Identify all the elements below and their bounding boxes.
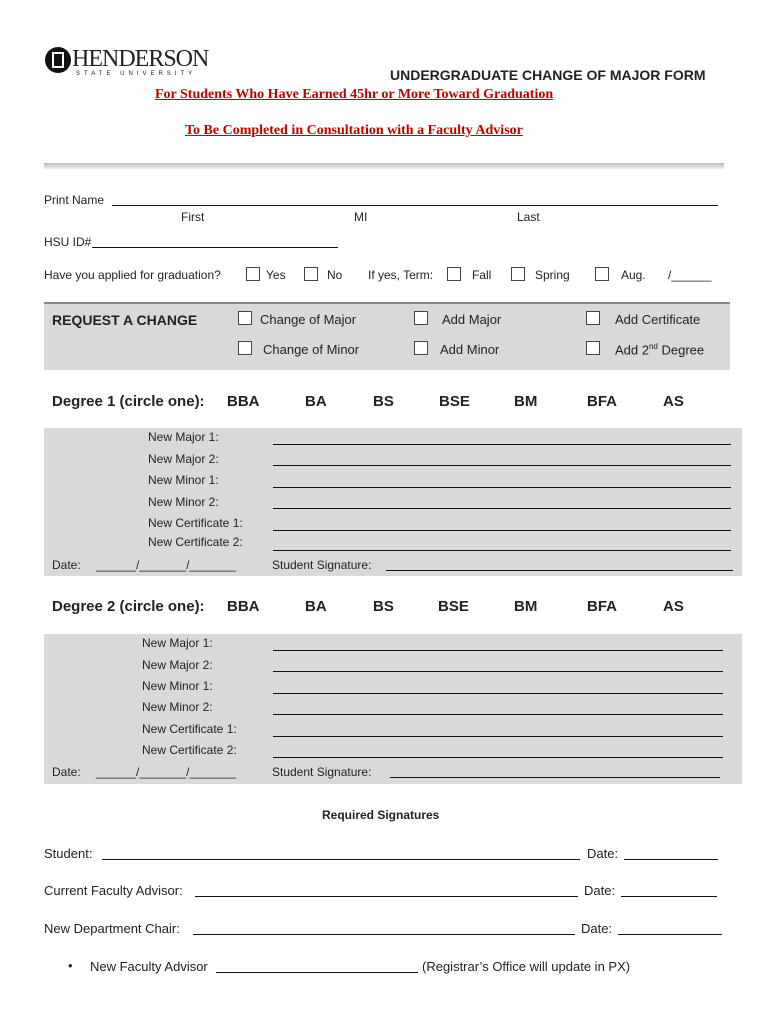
degree1-label: Degree 1 (circle one): xyxy=(52,393,205,410)
degree1-signature-field[interactable] xyxy=(386,570,733,571)
first-name-label: First xyxy=(181,210,205,224)
form-subtitle-1: For Students Who Have Earned 45hr or More Toward Graduation xyxy=(155,87,554,102)
term-label: If yes, Term: xyxy=(368,268,434,282)
degree1-field-label: New Major 2: xyxy=(148,452,219,466)
chair-date-field[interactable] xyxy=(618,934,722,935)
chair-signature-field[interactable] xyxy=(193,934,575,935)
graduation-yes-label: Yes xyxy=(266,268,286,282)
degree2-field-label: New Minor 2: xyxy=(142,700,213,714)
new-advisor-field[interactable] xyxy=(216,972,418,973)
degree1-field-label: New Major 1: xyxy=(148,430,219,444)
degree2-date-field[interactable]: ______/_______/_______ xyxy=(96,765,237,779)
degree1-option-bs[interactable]: BS xyxy=(373,393,394,410)
term-fall-checkbox[interactable] xyxy=(447,267,461,281)
chair-signature-label: New Department Chair: xyxy=(44,921,180,936)
degree1-option-as[interactable]: AS xyxy=(663,393,684,410)
degree2-date-label: Date: xyxy=(52,765,81,779)
student-date-label: Date: xyxy=(587,846,619,861)
degree2-field-line[interactable] xyxy=(273,650,723,651)
required-signatures-heading: Required Signatures xyxy=(322,808,440,822)
new-advisor-label: New Faculty Advisor xyxy=(90,959,208,974)
degree1-field-line[interactable] xyxy=(273,487,731,488)
student-date-field[interactable] xyxy=(624,859,718,860)
mi-label: MI xyxy=(354,210,368,224)
advisor-signature-field[interactable] xyxy=(195,896,578,897)
degree1-option-bse[interactable]: BSE xyxy=(439,393,470,410)
add-major-label: Add Major xyxy=(442,312,502,327)
graduation-question: Have you applied for graduation? xyxy=(44,268,221,282)
form-subtitle-2: To Be Completed in Consultation with a Faculty Advisor xyxy=(185,123,523,138)
advisor-date-field[interactable] xyxy=(621,896,717,897)
degree2-option-bs[interactable]: BS xyxy=(373,598,394,615)
student-signature-label: Student: xyxy=(44,846,93,861)
degree1-field-line[interactable] xyxy=(273,530,731,531)
degree2-field-label: New Certificate 1: xyxy=(142,722,237,736)
print-name-field[interactable] xyxy=(112,205,718,206)
degree1-option-ba[interactable]: BA xyxy=(305,393,327,410)
degree2-field-label: New Certificate 2: xyxy=(142,743,237,757)
change-minor-label: Change of Minor xyxy=(263,342,360,357)
chair-date-label: Date: xyxy=(581,921,613,936)
change-minor-checkbox[interactable] xyxy=(238,341,252,355)
degree1-field-line[interactable] xyxy=(273,508,731,509)
degree2-field-label: New Major 1: xyxy=(142,636,213,650)
degree2-option-ba[interactable]: BA xyxy=(305,598,327,615)
term-aug-label: Aug. xyxy=(621,268,646,282)
degree1-field-label: New Certificate 2: xyxy=(148,535,243,549)
term-aug-checkbox[interactable] xyxy=(595,267,609,281)
change-major-checkbox[interactable] xyxy=(238,311,252,325)
degree1-field-line[interactable] xyxy=(273,444,731,445)
add-second-degree-label: Add 2nd Degree xyxy=(615,342,705,358)
hsu-id-label: HSU ID# xyxy=(44,235,92,249)
degree2-option-bba[interactable]: BBA xyxy=(227,598,260,615)
print-name-label: Print Name xyxy=(44,193,105,207)
degree1-option-bm[interactable]: BM xyxy=(514,393,538,410)
degree2-field-label: New Minor 1: xyxy=(142,679,213,693)
degree2-label: Degree 2 (circle one): xyxy=(52,598,205,615)
degree2-field-line[interactable] xyxy=(273,671,723,672)
degree2-field-line[interactable] xyxy=(273,757,723,758)
term-spring-label: Spring xyxy=(535,268,570,282)
request-change-heading: REQUEST A CHANGE xyxy=(52,312,198,328)
logo-subtext: STATE UNIVERSITY xyxy=(76,71,197,77)
degree2-signature-label: Student Signature: xyxy=(272,765,372,779)
degree1-date-label: Date: xyxy=(52,558,81,572)
degree1-field-label: New Certificate 1: xyxy=(148,516,243,530)
degree1-option-bba[interactable]: BBA xyxy=(227,393,260,410)
degree2-field-label: New Major 2: xyxy=(142,658,213,672)
degree1-field-label: New Minor 1: xyxy=(148,473,219,487)
degree1-signature-label: Student Signature: xyxy=(272,558,372,572)
logo-text: HENDERSON xyxy=(72,46,209,72)
student-signature-field[interactable] xyxy=(102,859,580,860)
degree2-option-bse[interactable]: BSE xyxy=(438,598,469,615)
degree2-field-line[interactable] xyxy=(273,693,723,694)
seal-icon xyxy=(44,44,72,76)
form-title: UNDERGRADUATE CHANGE OF MAJOR FORM xyxy=(390,67,706,83)
degree1-date-field[interactable]: ______/_______/_______ xyxy=(96,558,237,572)
degree2-option-as[interactable]: AS xyxy=(663,598,684,615)
degree2-option-bfa[interactable]: BFA xyxy=(587,598,617,615)
degree1-field-line[interactable] xyxy=(273,550,731,551)
add-certificate-label: Add Certificate xyxy=(615,312,701,327)
degree1-field-line[interactable] xyxy=(273,465,731,466)
hsu-id-field[interactable] xyxy=(92,247,338,248)
degree2-option-bm[interactable]: BM xyxy=(514,598,538,615)
term-year-field[interactable]: /______ xyxy=(668,268,712,282)
term-fall-label: Fall xyxy=(472,268,492,282)
change-major-label: Change of Major xyxy=(260,312,357,327)
degree1-field-label: New Minor 2: xyxy=(148,495,219,509)
term-spring-checkbox[interactable] xyxy=(511,267,525,281)
degree2-signature-field[interactable] xyxy=(390,777,720,778)
advisor-signature-label: Current Faculty Advisor: xyxy=(44,883,183,898)
degree1-option-bfa[interactable]: BFA xyxy=(587,393,617,410)
add-minor-label: Add Minor xyxy=(440,342,500,357)
degree2-field-line[interactable] xyxy=(273,714,723,715)
add-minor-checkbox[interactable] xyxy=(414,341,428,355)
advisor-date-label: Date: xyxy=(584,883,616,898)
add-second-degree-checkbox[interactable] xyxy=(586,341,600,355)
add-certificate-checkbox[interactable] xyxy=(586,311,600,325)
registrar-note: (Registrar’s Office will update in PX) xyxy=(422,959,631,974)
bullet-icon: • xyxy=(68,958,73,973)
graduation-no-label: No xyxy=(327,268,343,282)
degree2-field-line[interactable] xyxy=(273,736,723,737)
header-divider xyxy=(44,163,724,169)
graduation-no-checkbox[interactable] xyxy=(304,267,318,281)
graduation-yes-checkbox[interactable] xyxy=(246,267,260,281)
last-name-label: Last xyxy=(517,210,540,224)
add-major-checkbox[interactable] xyxy=(414,311,428,325)
